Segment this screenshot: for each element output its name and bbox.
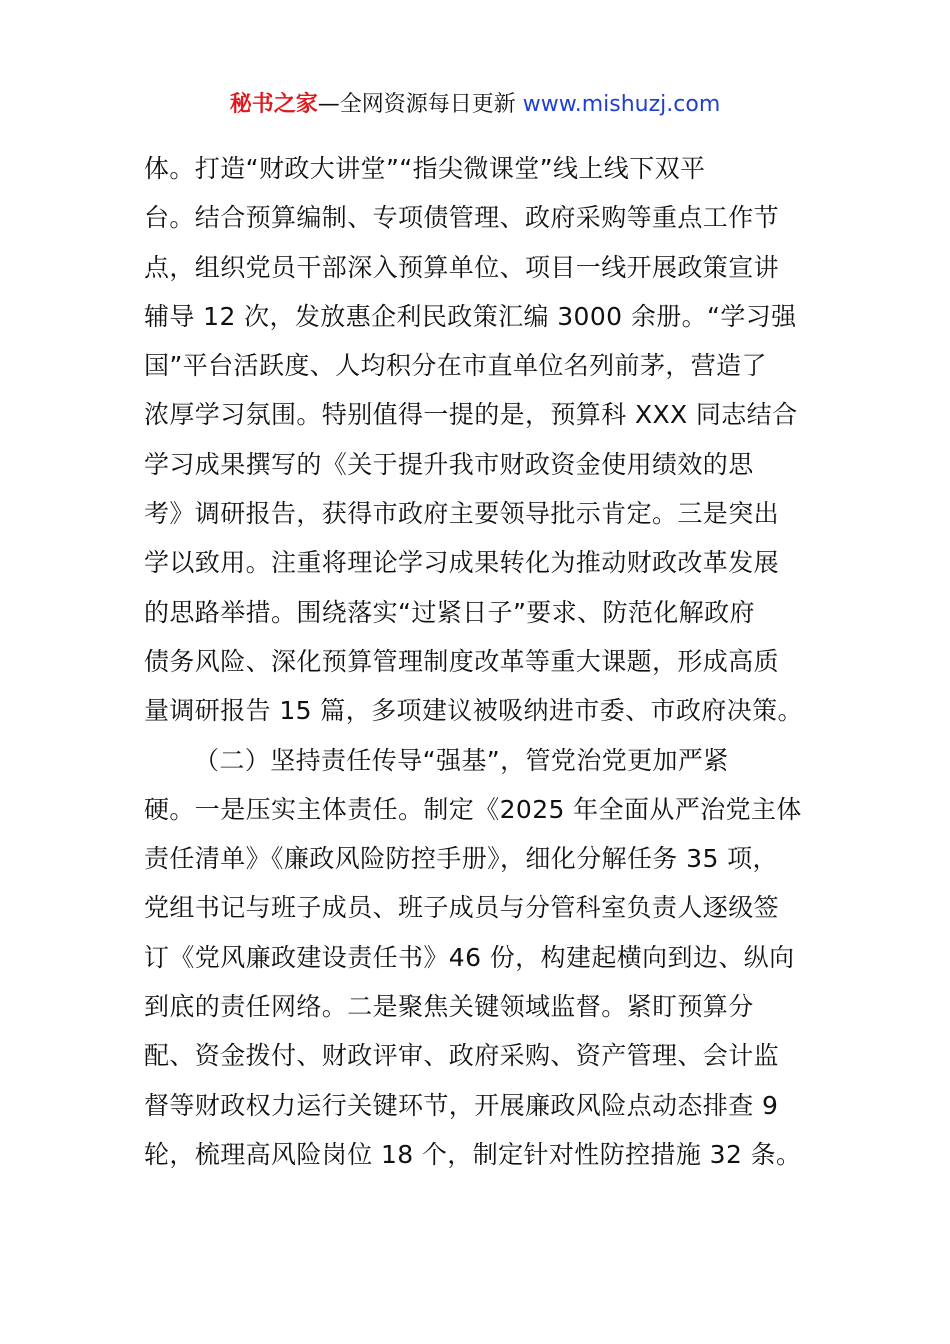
body-line: 国”平台活跃度、人均积分在市直单位名列前茅，营造了 (144, 351, 767, 381)
body-line: 的思路举措。围绕落实“过紧日子”要求、防范化解政府 (144, 597, 755, 627)
body-line: 债务风险、深化预算管理制度改革等重大课题，形成高质 (144, 646, 780, 676)
body-line: 硬。一是压实主体责任。制定《2025 年全面从严治党主体 (144, 794, 802, 824)
body-line: 量调研报告 15 篇，多项建议被吸纳进市委、市政府决策。 (144, 696, 803, 726)
body-line: 浓厚学习氛围。特别值得一提的是，预算科 XXX 同志结合 (144, 400, 798, 430)
section-heading-line: （二）坚持责任传导“强基”，管党治党更加严紧 (194, 745, 729, 775)
body-line: 到底的责任网络。二是聚焦关键领域监督。紧盯预算分 (144, 992, 754, 1022)
document-body (144, 144, 824, 1179)
body-line: 点，组织党员干部深入预算单位、项目一线开展政策宣讲 (144, 252, 780, 282)
body-line: 台。结合预算编制、专项债管理、政府采购等重点工作节 (144, 203, 780, 233)
body-line: 考》调研报告，获得市政府主要领导批示肯定。三是突出 (144, 499, 780, 529)
body-line: 督等财政权力运行关键环节，开展廉政风险点动态排查 9 (144, 1090, 779, 1120)
site-url-link[interactable]: www.mishuzj.com (522, 92, 721, 117)
site-tagline: —全网资源每日更新 (317, 92, 523, 117)
body-line: 订《党风廉政建设责任书》46 份，构建起横向到边、纵向 (144, 942, 795, 972)
body-line: 轮，梳理高风险岗位 18 个，制定针对性防控措施 32 条。 (144, 1139, 802, 1169)
body-line: 党组书记与班子成员、班子成员与分管科室负责人逐级签 (144, 893, 780, 923)
body-line: 辅导 12 次，发放惠企利民政策汇编 3000 余册。“学习强 (144, 301, 797, 331)
site-brand: 秘书之家 (229, 92, 318, 117)
body-line: 配、资金拨付、财政评审、政府采购、资产管理、会计监 (144, 1041, 780, 1071)
body-line: 学习成果撰写的《关于提升我市财政资金使用绩效的思 (144, 449, 754, 479)
body-line: 责任清单》《廉政风险防控手册》，细化分解任务 35 项， (144, 844, 778, 874)
body-line: 学以致用。注重将理论学习成果转化为推动财政改革发展 (144, 548, 780, 578)
page-header (0, 88, 950, 122)
body-line: 体。打造“财政大讲堂”“指尖微课堂”线上线下双平 (144, 154, 706, 183)
